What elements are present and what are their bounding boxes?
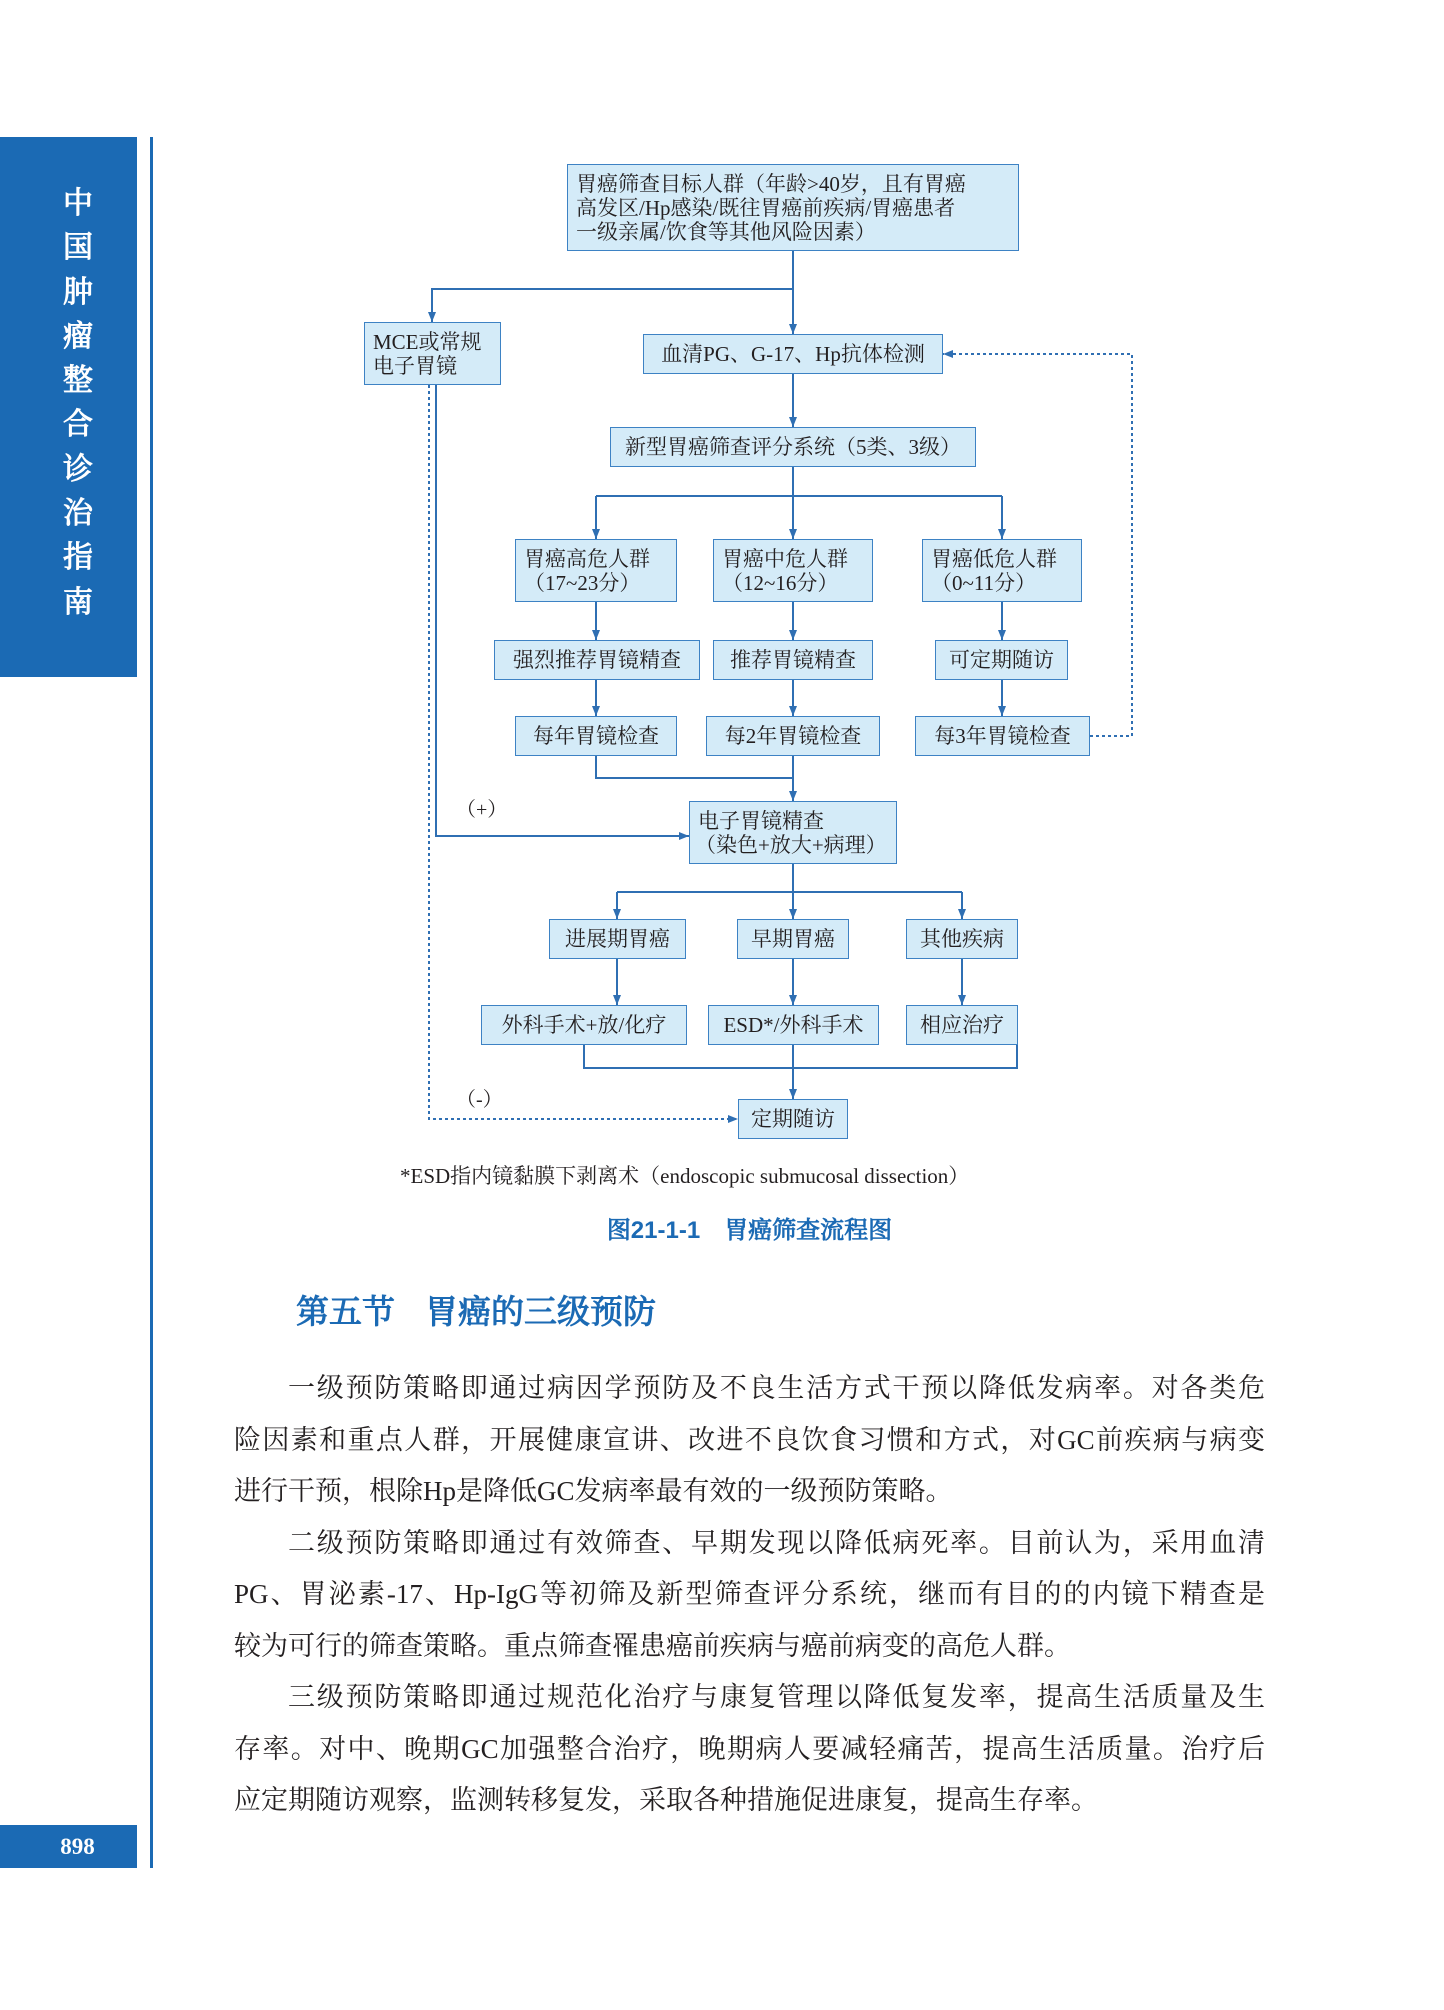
risk-group-score: （0~11分） xyxy=(931,570,1037,595)
other-disease-box xyxy=(906,919,1018,959)
endoscopy-line: （染色+放大+病理） xyxy=(695,832,887,857)
page-number: 898 xyxy=(60,1833,95,1859)
connector-target-to-mce xyxy=(432,289,793,322)
paragraph-line: 三级预防策略即通过规范化治疗与康复管理以降低复发率，提高生活质量及生 xyxy=(288,1682,1265,1712)
positive-result-label: （+） xyxy=(456,799,508,821)
serum-test-box xyxy=(643,334,943,374)
connector-scoring-split xyxy=(596,467,1002,496)
treatment-label: 相应治疗 xyxy=(920,1013,1004,1037)
high-risk-recommendation-box xyxy=(494,640,700,680)
figure-number: 图21-1-1 xyxy=(606,1217,701,1244)
paragraph-line: 较为可行的筛查策略。重点筛查罹患癌前疾病与癌前病变的高危人群。 xyxy=(234,1630,1071,1661)
paragraph-line: 存率。对中、晚期GC加强整合治疗，晚期病人要减轻痛苦，提高生活质量。治疗后 xyxy=(234,1733,1265,1764)
paragraph-line: PG、胃泌素-17、Hp-IgG等初筛及新型筛查评分系统，继而有目的的内镜下精查是 xyxy=(234,1579,1265,1609)
low-risk-box xyxy=(922,539,1082,602)
scoring-system-label: 新型胃癌筛查评分系统（5类、3级） xyxy=(625,435,961,459)
target-population-box xyxy=(567,164,1019,251)
interval-label: 每3年胃镜检查 xyxy=(934,724,1071,748)
endoscopy-line: 电子胃镜精查 xyxy=(698,808,824,833)
target-population-line: 胃癌筛查目标人群（年龄>40岁，且有胃癌 xyxy=(576,171,966,196)
early-treatment-box xyxy=(708,1005,879,1045)
figure-title: 胃癌筛查流程图 xyxy=(724,1217,893,1244)
treatment-label: 外科手术+放/化疗 xyxy=(501,1013,667,1037)
risk-group-score: （12~16分） xyxy=(722,570,839,595)
medium-risk-box xyxy=(713,539,873,602)
paragraph-line: 一级预防策略即通过病因学预防及不良生活方式干预以降低发病率。对各类危 xyxy=(288,1373,1265,1403)
follow-up-box xyxy=(738,1099,848,1139)
target-population-line: 一级亲属/饮食等其他风险因素） xyxy=(576,219,876,244)
medium-risk-recommendation-box xyxy=(713,640,873,680)
risk-group-name: 胃癌低危人群 xyxy=(931,546,1057,571)
paragraph-line: 进行干预，根除Hp是降低GC发病率最有效的一级预防策略。 xyxy=(234,1476,953,1506)
diagnosis-label: 早期胃癌 xyxy=(751,927,835,951)
recommendation-label: 推荐胃镜精查 xyxy=(730,648,856,672)
advanced-treatment-box xyxy=(481,1005,687,1045)
target-population-line: 高发区/Hp感染/既往胃癌前疾病/胃癌患者 xyxy=(576,195,956,220)
medium-risk-interval-box xyxy=(706,716,880,756)
interval-label: 每年胃镜检查 xyxy=(533,724,659,748)
endoscopy-exam-box xyxy=(689,801,897,864)
high-risk-box xyxy=(515,539,677,602)
treatment-label: ESD*/外科手术 xyxy=(723,1013,864,1037)
section-number: 第五节 xyxy=(296,1295,395,1331)
scoring-system-box xyxy=(610,427,976,467)
paragraph-line: 二级预防策略即通过有效筛查、早期发现以降低病死率。目前认为，采用血清 xyxy=(288,1527,1265,1558)
mce-line: 电子胃镜 xyxy=(373,353,457,378)
diagnosis-label: 其他疾病 xyxy=(920,927,1004,951)
paragraph-line: 险因素和重点人群，开展健康宣讲、改进不良饮食习惯和方式，对GC前疾病与病变 xyxy=(234,1424,1265,1455)
section-title: 胃癌的三级预防 xyxy=(425,1295,656,1331)
mce-line: MCE或常规 xyxy=(373,329,482,354)
book-title: 中国肿瘤整合诊治指南 xyxy=(63,187,93,619)
paragraph-line: 应定期随访观察，监测转移复发，采取各种措施促进康复，提高生存率。 xyxy=(234,1785,1098,1815)
figure-footnote: *ESD指内镜黏膜下剥离术（endoscopic submucosal dissection） xyxy=(400,1164,970,1188)
low-risk-recommendation-box xyxy=(935,640,1068,680)
serum-test-label: 血清PG、G-17、Hp抗体检测 xyxy=(661,342,925,366)
risk-group-name: 胃癌高危人群 xyxy=(524,546,650,571)
high-risk-interval-box xyxy=(515,716,677,756)
risk-group-score: （17~23分） xyxy=(524,570,641,595)
mce-endoscopy-box xyxy=(364,322,501,385)
recommendation-label: 强烈推荐胃镜精查 xyxy=(513,648,681,672)
low-risk-interval-box xyxy=(915,716,1090,756)
negative-result-label: （-） xyxy=(456,1089,503,1111)
connector-treatment-join xyxy=(584,1045,1017,1068)
risk-group-name: 胃癌中危人群 xyxy=(722,546,848,571)
other-treatment-box xyxy=(906,1005,1018,1045)
follow-up-label: 定期随访 xyxy=(751,1107,835,1131)
interval-label: 每2年胃镜检查 xyxy=(724,724,862,748)
diagnosis-label: 进展期胃癌 xyxy=(565,927,670,951)
recommendation-label: 可定期随访 xyxy=(949,648,1054,672)
connector-yearly-join xyxy=(596,756,793,778)
early-cancer-box xyxy=(737,919,849,959)
connector-endoscopy-split xyxy=(617,864,962,892)
advanced-cancer-box xyxy=(549,919,686,959)
